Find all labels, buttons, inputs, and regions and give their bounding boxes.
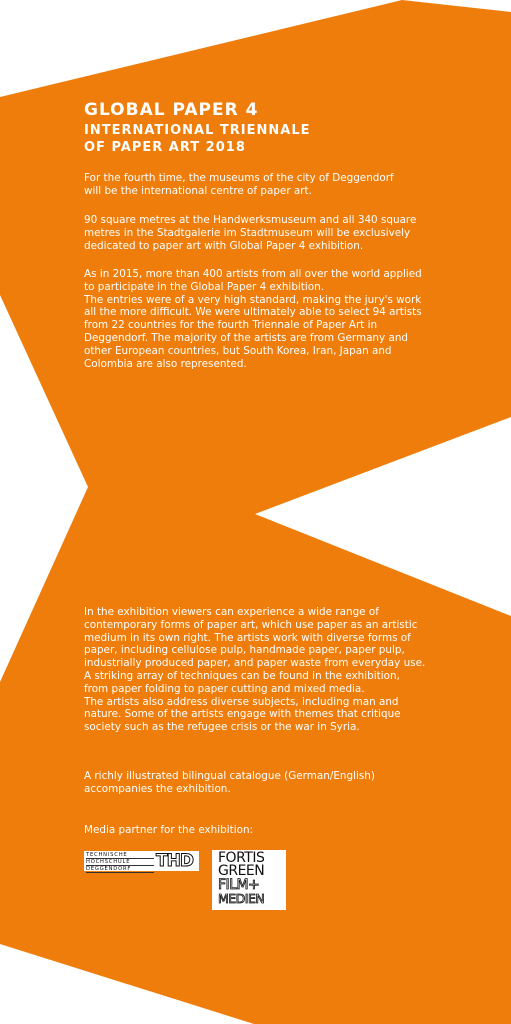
fortis-green-logo-line-4: MEDIEN (218, 891, 265, 906)
title-heading: GLOBAL PAPER 4 (84, 100, 259, 120)
fortis-green-logo (212, 850, 286, 910)
subtitle-line-2: OF PAPER ART 2018 (84, 140, 246, 155)
catalogue-paragraph: A richly illustrated bilingual catalogue (German/English) accompanies the exhibition. (84, 770, 375, 795)
thd-logo-mark: THD (156, 851, 193, 871)
media-partner-label: Media partner for the exhibition: (84, 824, 254, 836)
thd-logo-line-1: TECHNISCHE (86, 852, 154, 859)
intro-paragraph: For the fourth time, the museums of the city of Deggendorf will be the international centre of paper art. (84, 172, 394, 197)
fortis-green-logo-line-1: FORTIS (218, 850, 265, 866)
thd-logo-line-2: HOCHSCHULE (86, 859, 154, 866)
fortis-green-logo-line-3: FILM+ (218, 877, 260, 893)
exhibition-paragraph: In the exhibition viewers can experience a wide range of contemporary forms of paper art, which use paper as an artistic medium in its own right. The artists work with diverse forms of paper, including cellulose pulp, handmade paper, paper pulp, industrially produced paper, and paper waste from everyday use. A striking array of techniques can be found in the exhibition, from paper folding to paper cutting and mixed media. The artists also address diverse subjects, including man and nature. Some of the artists engage with themes that critique society such as the refugee crisis or the war in Syria. (84, 606, 426, 734)
venue-paragraph: 90 square metres at the Handwerksmuseum and all 340 square metres in the Stadtgalerie im Stadtmuseum will be exclusively dedicated to paper art with Global Paper 4 exhibition. (84, 214, 417, 252)
subtitle-line-1: INTERNATIONAL TRIENNALE (84, 123, 311, 138)
thd-logo (84, 851, 199, 871)
thd-logo-line-3: DEGGENDORF (86, 866, 154, 873)
artists-paragraph: As in 2015, more than 400 artists from all over the world applied to participate in the Global Paper 4 exhibition. The entries were of a very high standard, making the jury's work all the more difficult. We were ultimately able to select 94 artists from 22 countries for the fourth Triennale of Paper Art in Deggendorf. The majority of the artists are from Germany and other European countries, but South Korea, Iran, Japan and Colombia are also represented. (84, 268, 422, 370)
fortis-green-logo-line-2: GREEN (218, 863, 265, 879)
